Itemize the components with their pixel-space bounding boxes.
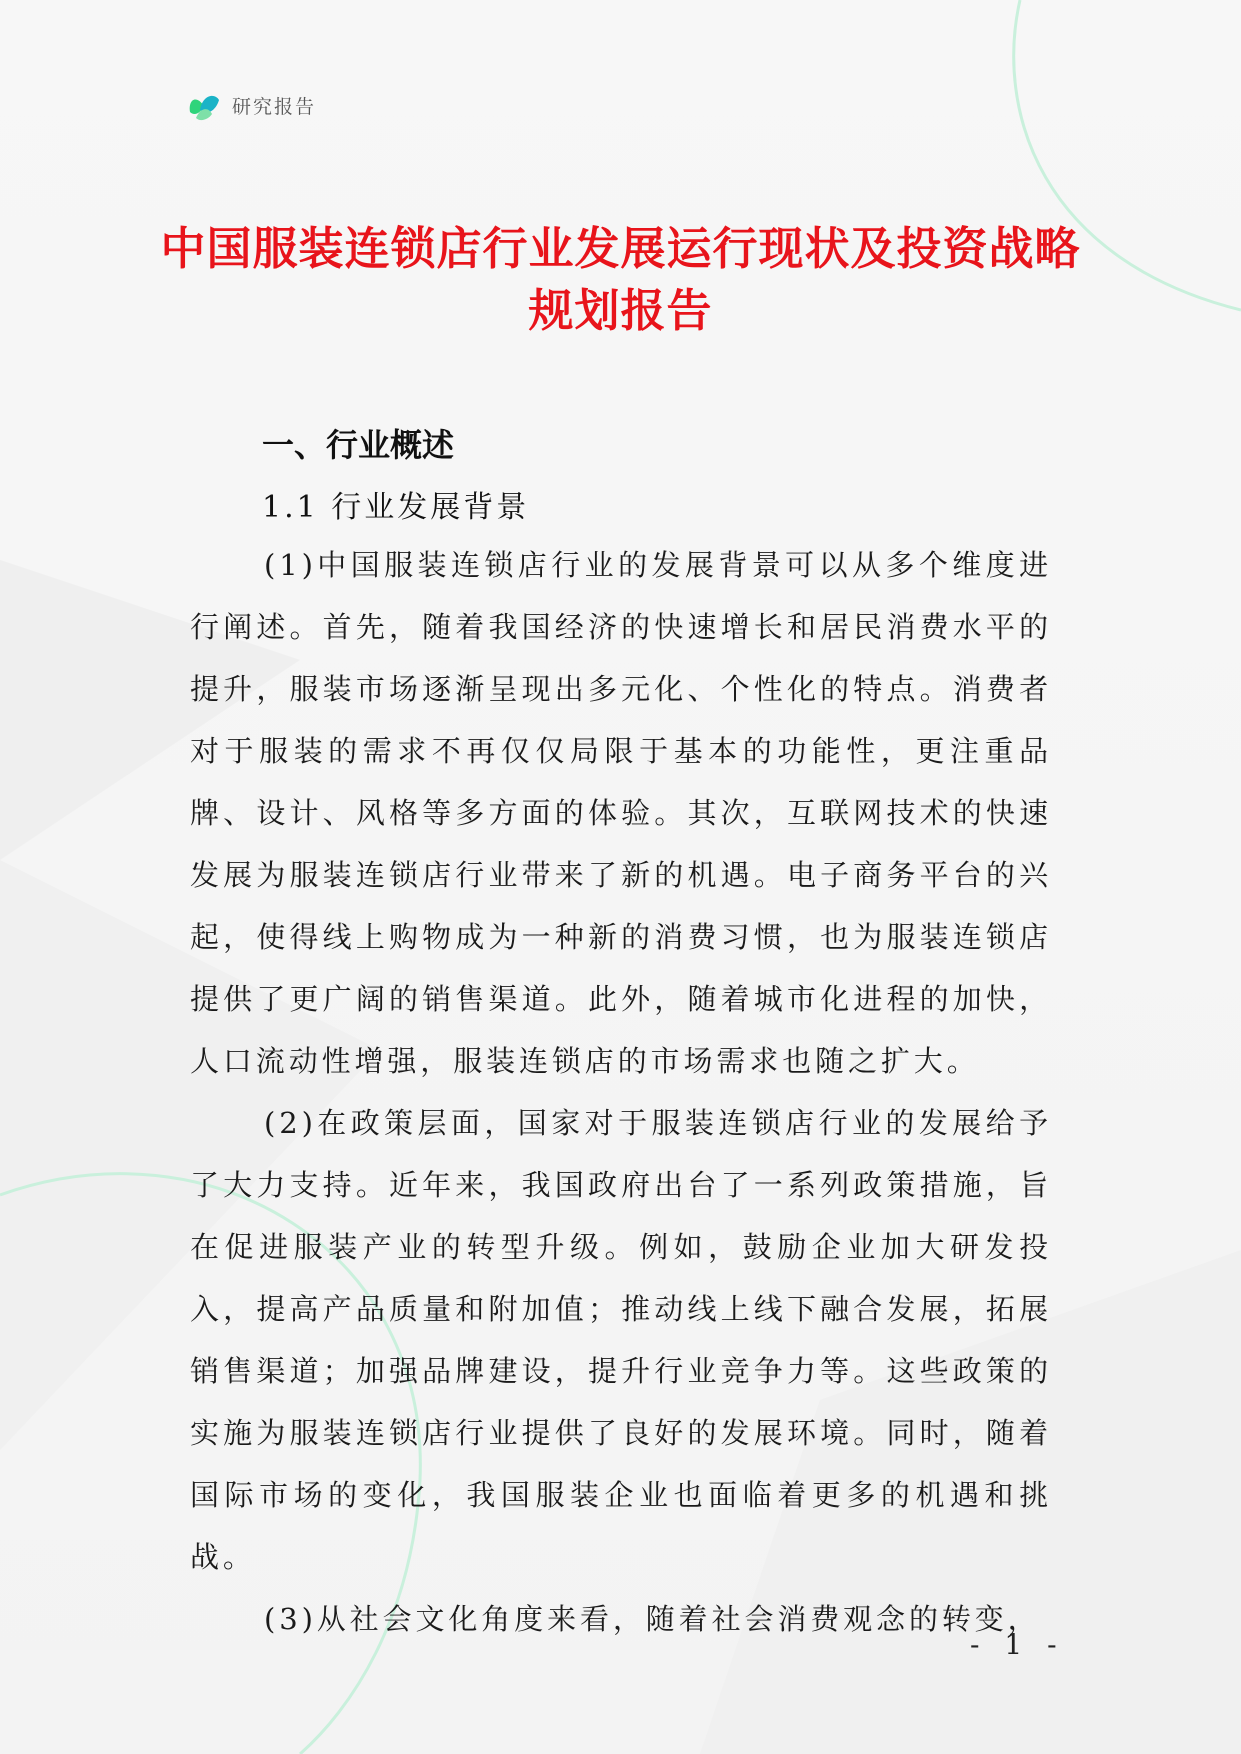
- paragraph-3: (3)从社会文化角度来看，随着社会消费观念的转变，: [264, 1602, 1041, 1636]
- section-heading: 一、行业概述: [262, 426, 455, 464]
- body-text: [190, 534, 1052, 1650]
- page-number: - 1 -: [970, 1628, 1065, 1661]
- green-leaf-logo-icon: [186, 88, 222, 124]
- subsection-heading: 1.1 行业发展背景: [262, 490, 530, 525]
- report-title: 中国服装连锁店行业发展运行现状及投资战略规划报告: [160, 222, 1081, 337]
- paragraph-2: (2)在政策层面，国家对于服装连锁店行业的发展给予了大力支持。近年来，我国政府出台了一系列政策措施，旨在促进服装产业的转型升级。例如，鼓励企业加大研发投入，提高产品质量和附加值；推动线上线下融合发展，拓展销售渠道；加强品牌建设，提升行业竞争力等。这些政策的实施为服装连锁店行业提供了良好的发展环境。同时，随着国际市场的变化，我国服装企业也面临着更多的机遇和挑战。: [190, 1106, 1052, 1574]
- paragraph-1: (1)中国服装连锁店行业的发展背景可以从多个维度进行阐述。首先，随着我国经济的快速增长和居民消费水平的提升，服装市场逐渐呈现出多元化、个性化的特点。消费者对于服装的需求不再仅仅局限于基本的功能性，更注重品牌、设计、风格等多方面的体验。其次，互联网技术的快速发展为服装连锁店行业带来了新的机遇。电子商务平台的兴起，使得线上购物成为一种新的消费习惯，也为服装连锁店提供了更广阔的销售渠道。此外，随着城市化进程的加快，人口流动性增强，服装连锁店的市场需求也随之扩大。: [190, 548, 1052, 1078]
- header-label: 研究报告: [232, 96, 317, 118]
